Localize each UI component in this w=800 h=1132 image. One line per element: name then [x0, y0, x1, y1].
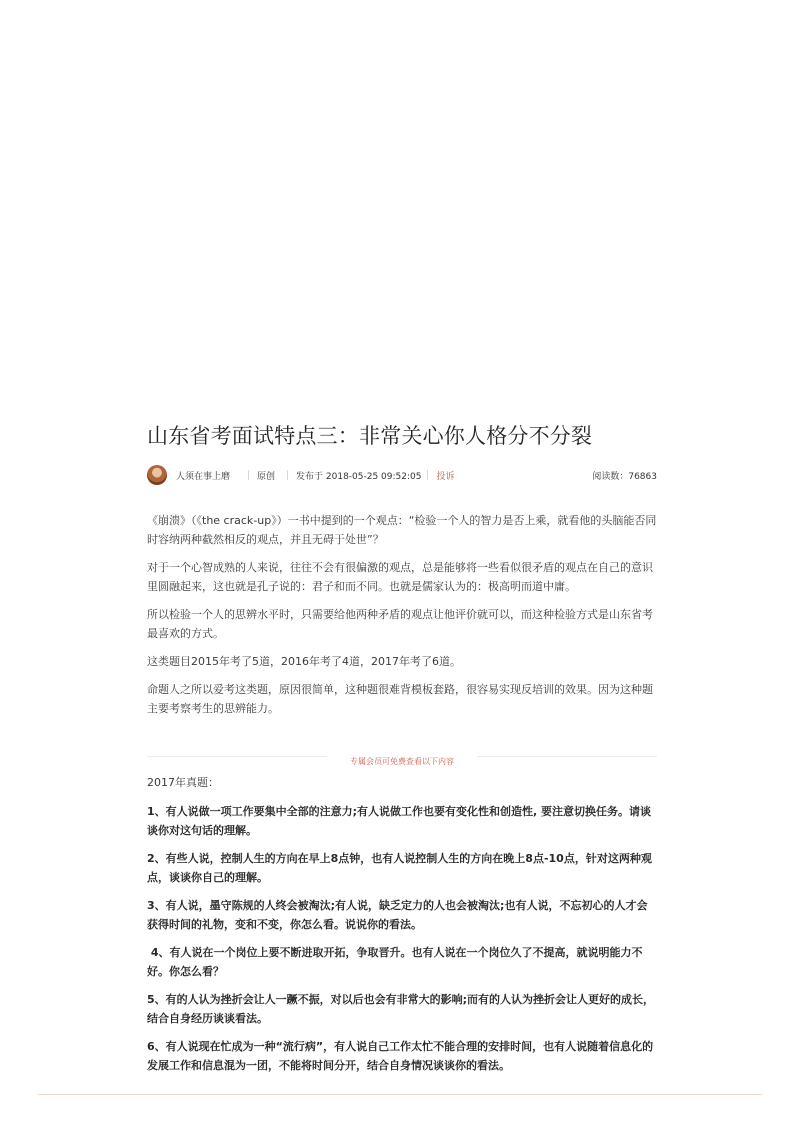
- member-notice[interactable]: 专属会员可免费查看以下内容: [350, 757, 454, 766]
- publish-time: 发布于 2018-05-25 09:52:05: [296, 471, 422, 482]
- paragraph: 《崩溃》（《the crack-up》）一书中提到的一个观点：“检验一个人的智力是否上乘，就看他的头脑能否同时容纳两种截然相反的观点，并且无碍于处世”？: [147, 514, 657, 546]
- page-bottom-rule: [38, 1094, 762, 1095]
- question-list: [147, 802, 657, 1075]
- meta-divider: [427, 470, 428, 480]
- question-item: 6、有人说现在忙成为一种“流行病”，有人说自己工作太忙不能合理的安排时间，也有人说随着信息化的发展工作和信息混为一团，不能将时间分开，结合自身情况谈谈你的看法。: [147, 1040, 654, 1072]
- report-link[interactable]: 投诉: [436, 471, 455, 482]
- author-link[interactable]: 人须在事上磨: [176, 471, 231, 482]
- origin-label: 原创: [257, 471, 276, 482]
- divider-line: [477, 756, 657, 757]
- exam-heading: 2017年真题：: [147, 776, 219, 789]
- paragraph: 这类题目2015年考了5道，2016年考了4道，2017年考了6道。: [147, 655, 461, 668]
- article-meta: [147, 463, 657, 487]
- article-body: [147, 511, 657, 718]
- question-item: 2、有些人说，控制人生的方向在早上8点钟，也有人说控制人生的方向在晚上8点-10点，针对这两种观点，谈谈你自己的理解。: [147, 852, 652, 884]
- paragraph: 所以检验一个人的思辨水平时，只需要给他两种矛盾的观点让他评价就可以，而这种检验方式是山东省考最喜欢的方式。: [147, 608, 653, 640]
- article: [147, 420, 657, 1084]
- question-item: 4、有人说在一个岗位上要不断进取开拓，争取晋升。也有人说在一个岗位久了不提高，就说明能力不好。你怎么看？: [147, 946, 643, 978]
- question-item: 1、有人说做一项工作要集中全部的注意力;有人说做工作也要有变化性和创造性, 要注意切换任务。请谈谈你对这句话的理解。: [147, 805, 652, 837]
- meta-divider: [248, 470, 249, 480]
- question-item: 5、有的人认为挫折会让人一蹶不振，对以后也会有非常大的影响;而有的人认为挫折会让人更好的成长，结合自身经历谈谈看法。: [147, 993, 655, 1025]
- divider-line: [147, 756, 327, 757]
- read-count: 阅读数：76863: [592, 471, 657, 482]
- question-item: 3、有人说，墨守陈规的人终会被淘汰;有人说，缺乏定力的人也会被淘汰;也有人说，不忘初心的人才会获得时间的礼物，变和不变，你怎么看。说说你的看法。: [147, 899, 648, 931]
- paragraph: 命题人之所以爱考这类题，原因很简单，这种题很难背模板套路，很容易实现反培训的效果。因为这种题主要考察考生的思辨能力。: [147, 683, 653, 715]
- paragraph: 对于一个心智成熟的人来说，往往不会有很偏激的观点，总是能够将一些看似很矛盾的观点在自己的意识里圆融起来，这也就是孔子说的：君子和而不同。也就是儒家认为的：极高明而道中庸。: [147, 561, 653, 593]
- meta-divider: [287, 470, 288, 480]
- member-divider: [147, 749, 657, 766]
- page-title: 山东省考面试特点三：非常关心你人格分不分裂: [147, 424, 593, 448]
- avatar[interactable]: [147, 465, 167, 485]
